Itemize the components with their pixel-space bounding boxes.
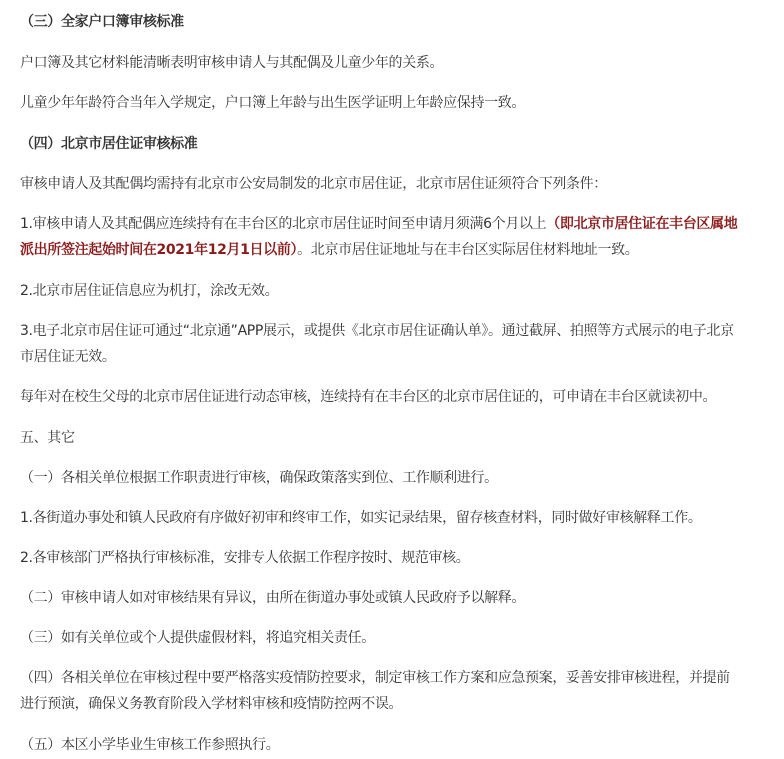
list-item-continued: 市居住证无效。 [20, 349, 116, 365]
paragraph: 儿童少年年龄符合当年入学规定，户口簿上年龄与出生医学证明上年龄应保持一致。 [20, 95, 526, 111]
paragraph: 每年对在校生父母的北京市居住证进行动态审核，连续持有在丰台区的北京市居住证的，可申请在丰台区就读初中。 [20, 389, 717, 405]
list-item: 1.各街道办事处和镇人民政府有序做好初审和终审工作，如实记录结果，留存核查材料，同时做好审核解释工作。 [20, 510, 702, 526]
section-heading-household-register: （三）全家户口簿审核标准 [20, 14, 184, 30]
paragraph: 审核申请人及其配偶均需持有北京市公安局制发的北京市居住证，北京市居住证须符合下列条件： [20, 176, 607, 192]
list-item-continued [20, 240, 638, 260]
section-heading-other: 五、其它 [20, 430, 75, 446]
paragraph: （四）各相关单位在审核过程中要严格落实疫情防控要求，制定审核工作方案和应急预案，妥善安排审核进程，并提前 [20, 670, 730, 686]
list-item-text: 。北京市居住证地址与在丰台区实际居住材料地址一致。 [297, 242, 639, 258]
list-item [20, 214, 737, 234]
list-item-text: 1.审核申请人及其配偶应连续持有在丰台区的北京市居住证时间至申请月须满6个月以上 [20, 216, 547, 232]
list-item: 2.北京市居住证信息应为机打，涂改无效。 [20, 283, 279, 299]
highlighted-text: （即北京市居住证在丰台区属地 [546, 216, 738, 232]
section-heading-residence-permit: （四）北京市居住证审核标准 [20, 136, 198, 152]
paragraph-continued: 进行预演，确保义务教育阶段入学材料审核和疫情防控两不误。 [20, 696, 403, 712]
paragraph: （三）如有关单位或个人提供虚假材料，将追究相关责任。 [20, 630, 375, 646]
paragraph: （五）本区小学毕业生审核工作参照执行。 [20, 737, 280, 753]
paragraph: （二）审核申请人如对审核结果有异议，由所在街道办事处或镇人民政府予以解释。 [20, 590, 526, 606]
list-item: 3.电子北京市居住证可通过“北京通”APP展示，或提供《北京市居住证确认单》。通过截屏、拍照等方式展示的电子北京 [20, 323, 734, 339]
paragraph: （一）各相关单位根据工作职责进行审核，确保政策落实到位、工作顺利进行。 [20, 470, 498, 486]
list-item: 2.各审核部门严格执行审核标准，安排专人依据工作程序按时、规范审核。 [20, 550, 470, 566]
paragraph: 户口簿及其它材料能清晰表明审核申请人与其配偶及儿童少年的关系。 [20, 55, 444, 71]
highlighted-text: 派出所签注起始时间在2021年12月1日以前） [20, 242, 298, 258]
